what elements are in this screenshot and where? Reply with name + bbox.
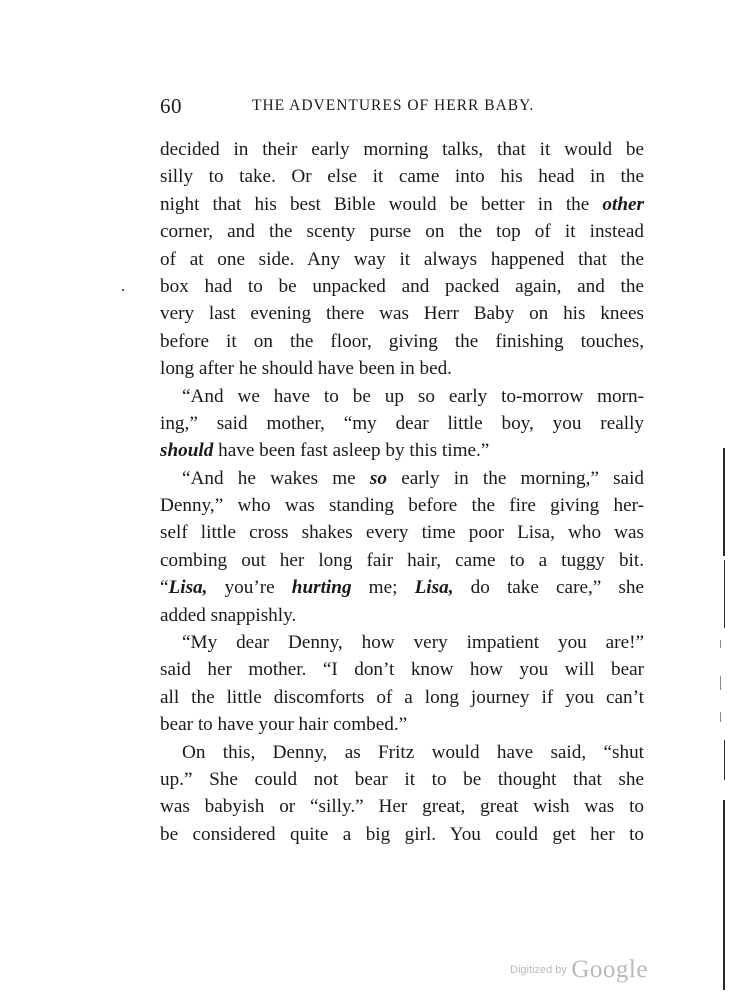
margin-rule (723, 448, 725, 556)
text-line (160, 684, 644, 711)
text-line (160, 821, 644, 848)
italic-emphasis: other (602, 193, 644, 215)
text-line (160, 739, 644, 766)
italic-emphasis: should (160, 440, 214, 462)
text-line (160, 492, 644, 519)
italic-emphasis: Lisa, (168, 577, 208, 599)
page-header (160, 94, 644, 120)
italic-emphasis: so (369, 467, 387, 489)
italic-emphasis: hurting (291, 577, 352, 599)
line-text: self little cross shakes every time poor Lisa, who was (160, 522, 644, 544)
text-line (160, 163, 644, 190)
line-text: Denny,” who was standing before the fire giving her- (160, 495, 644, 517)
line-text: silly to take. Or else it came into his head in the (160, 166, 644, 188)
line-text: be considered quite a big girl. You could get her to (160, 823, 644, 845)
text-line (160, 574, 644, 601)
margin-rule (724, 740, 725, 780)
line-text: long after he should have been in bed. (160, 358, 452, 380)
italic-emphasis: Lisa, (414, 577, 454, 599)
running-title: THE ADVENTURES OF HERR BABY. (252, 97, 535, 114)
margin-tick (720, 676, 721, 690)
line-text: do take care,” she (453, 577, 644, 599)
line-text: night that his best Bible would be better in the (160, 193, 603, 215)
line-text: “And we have to be up so early to-morrow morn- (182, 385, 644, 407)
text-line (160, 355, 644, 382)
line-text: decided in their early morning talks, that it would be (160, 139, 644, 160)
text-line (160, 273, 644, 300)
line-text: me; (351, 577, 415, 599)
line-text: have been fast asleep by this time.” (213, 440, 490, 462)
text-line (160, 547, 644, 574)
scan-speck (122, 289, 124, 291)
line-text: corner, and the scenty purse on the top of it instead (160, 221, 644, 243)
line-text: On this, Denny, as Fritz would have said, “shut (182, 741, 644, 763)
text-line (160, 629, 644, 656)
line-text: up.” She could not bear it to be thought that she (160, 768, 644, 790)
line-text: all the little discomforts of a long journey if you can’t (160, 686, 644, 708)
line-text: before it on the floor, giving the finishing touches, (160, 330, 644, 352)
margin-tick (720, 640, 721, 648)
line-text: added snappishly. (160, 604, 297, 626)
page-number: 60 (160, 94, 182, 118)
text-line (160, 519, 644, 546)
line-text: was babyish or “silly.” Her great, great wish was to (160, 796, 644, 818)
line-text: you’re (207, 577, 292, 599)
text-line (160, 300, 644, 327)
line-text: “And he wakes me (182, 467, 370, 489)
watermark-prefix: Digitized by (510, 964, 567, 976)
text-line (160, 328, 644, 355)
text-line (160, 218, 644, 245)
text-line (160, 437, 644, 464)
line-text: “ (160, 577, 169, 599)
line-text: very last evening there was Herr Baby on his knees (160, 303, 644, 325)
text-line (160, 246, 644, 273)
text-line (160, 766, 644, 793)
text-line (160, 793, 644, 820)
line-text: said her mother. “I don’t know how you will bear (160, 659, 644, 681)
text-line (160, 136, 644, 163)
margin-tick (720, 712, 721, 722)
line-text: combing out her long fair hair, came to a tuggy bit. (160, 549, 644, 571)
text-line (160, 410, 644, 437)
text-line (160, 191, 644, 218)
line-text: early in the morning,” said (386, 467, 644, 489)
line-text: of at one side. Any way it always happened that the (160, 248, 644, 270)
google-logo: Google (571, 956, 648, 983)
margin-rule (723, 800, 725, 990)
text-line (160, 711, 644, 738)
digitized-watermark (510, 956, 648, 984)
text-line (160, 465, 644, 492)
line-text: ing,” said mother, “my dear little boy, you really (160, 412, 644, 434)
line-text: box had to be unpacked and packed again, and the (160, 275, 644, 297)
text-line (160, 383, 644, 410)
margin-rule (724, 560, 725, 628)
line-text: “My dear Denny, how very impatient you are!” (182, 632, 644, 654)
line-text: bear to have your hair combed.” (160, 714, 408, 736)
body-text (160, 136, 644, 848)
text-line (160, 602, 644, 629)
text-line (160, 656, 644, 683)
